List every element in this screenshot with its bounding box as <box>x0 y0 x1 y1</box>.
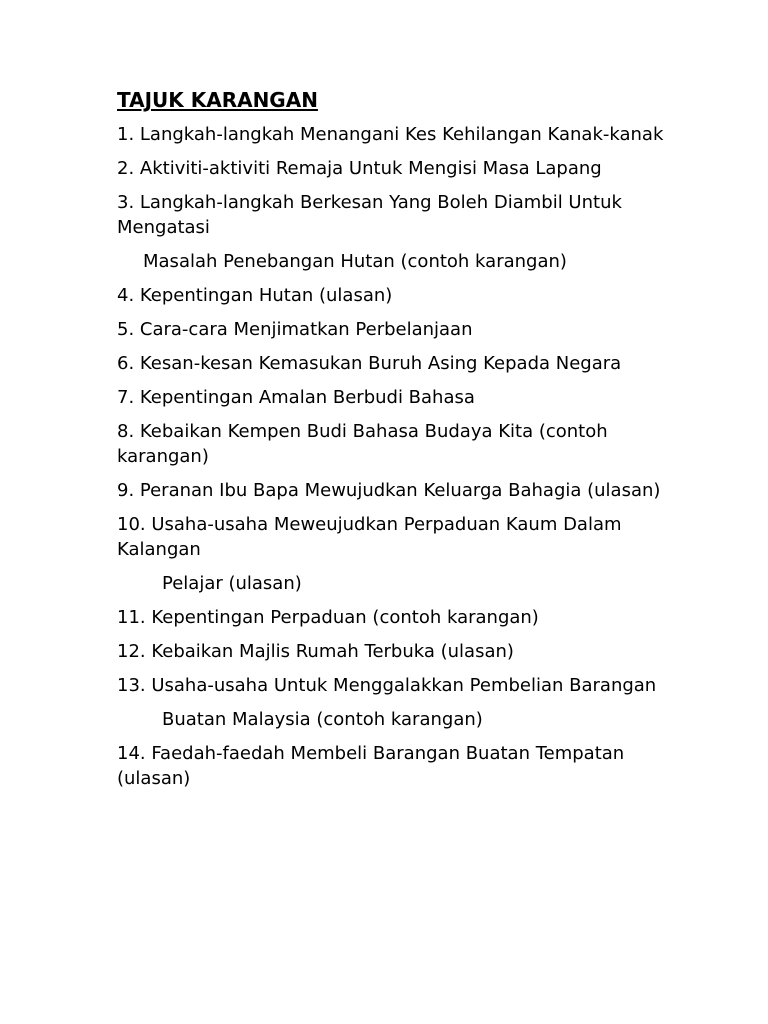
list-item-continuation: Masalah Penebangan Hutan (contoh karangan) <box>143 251 567 272</box>
list-item-continuation: Buatan Malaysia (contoh karangan) <box>162 709 483 730</box>
list-item: 4. Kepentingan Hutan (ulasan) <box>117 285 393 306</box>
list-item: 13. Usaha-usaha Untuk Menggalakkan Pembelian Barangan <box>117 675 657 696</box>
list-item: 3. Langkah-langkah Berkesan Yang Boleh Diambil Untuk Mengatasi <box>117 192 622 238</box>
list-item: 12. Kebaikan Majlis Rumah Terbuka (ulasan) <box>117 641 514 662</box>
list-item-continuation: Pelajar (ulasan) <box>162 573 302 594</box>
list-item: 11. Kepentingan Perpaduan (contoh karangan) <box>117 607 539 628</box>
essay-title-list <box>117 122 687 800</box>
list-item: 5. Cara-cara Menjimatkan Perbelanjaan <box>117 319 473 340</box>
list-item: 7. Kepentingan Amalan Berbudi Bahasa <box>117 387 475 408</box>
document-title: TAJUK KARANGAN <box>117 88 318 112</box>
list-item: 2. Aktiviti-aktiviti Remaja Untuk Mengisi Masa Lapang <box>117 158 602 179</box>
list-item: 1. Langkah-langkah Menangani Kes Kehilangan Kanak-kanak <box>117 124 664 145</box>
list-item: 10. Usaha-usaha Meweujudkan Perpaduan Kaum Dalam Kalangan <box>117 514 622 560</box>
list-item: 9. Peranan Ibu Bapa Mewujudkan Keluarga Bahagia (ulasan) <box>117 480 661 501</box>
list-item: 6. Kesan-kesan Kemasukan Buruh Asing Kepada Negara <box>117 353 622 374</box>
list-item: 8. Kebaikan Kempen Budi Bahasa Budaya Kita (contoh karangan) <box>117 421 608 467</box>
list-item: 14. Faedah-faedah Membeli Barangan Buatan Tempatan (ulasan) <box>117 743 625 789</box>
